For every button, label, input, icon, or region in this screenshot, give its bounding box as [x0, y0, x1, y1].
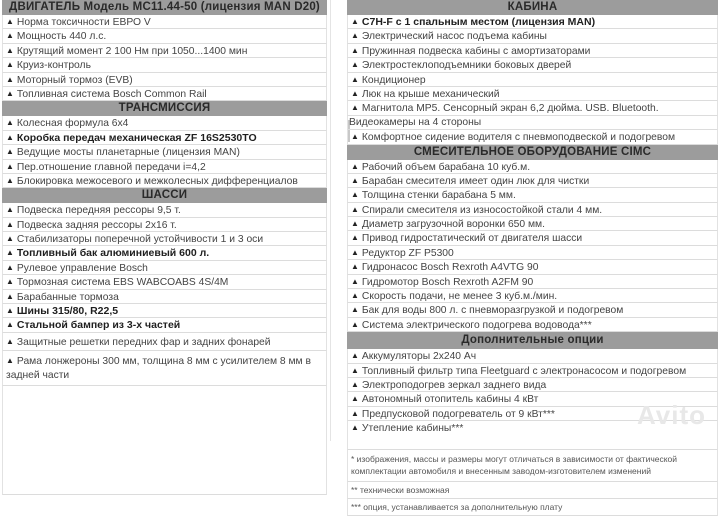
- list-item: ▲ C7H-F с 1 спальным местом (лицензия MAN): [347, 15, 718, 29]
- triangle-bullet-icon: ▲: [351, 423, 359, 433]
- list-item: ▲ Система электрического подогрева водовода***: [347, 318, 718, 332]
- triangle-bullet-icon: ▲: [6, 161, 14, 171]
- triangle-bullet-icon: ▲: [6, 336, 14, 346]
- triangle-bullet-icon: ▲: [351, 190, 359, 200]
- triangle-bullet-icon: ▲: [6, 234, 14, 244]
- triangle-bullet-icon: ▲: [6, 306, 14, 316]
- empty-area: [2, 386, 327, 495]
- triangle-bullet-icon: ▲: [351, 219, 359, 229]
- triangle-bullet-icon: ▲: [351, 247, 359, 257]
- triangle-bullet-icon: ▲: [351, 319, 359, 329]
- list-item: ▲ Топливный бак алюминиевый 600 л.: [2, 246, 327, 260]
- list-item: ▲ Защитные решетки передних фар и задних фонарей: [2, 333, 327, 351]
- triangle-bullet-icon: ▲: [6, 147, 14, 157]
- triangle-bullet-icon: ▲: [351, 408, 359, 418]
- triangle-bullet-icon: ▲: [6, 205, 14, 215]
- triangle-bullet-icon: ▲: [351, 74, 359, 84]
- list-item: ▲ Бак для воды 800 л. с пневморазгрузкой и подогревом: [347, 303, 718, 317]
- triangle-bullet-icon: ▲: [6, 17, 14, 26]
- list-item: ▲ Люк на крыше механический: [347, 87, 718, 101]
- list-item: ▲ Колесная формула 6x4: [2, 116, 327, 130]
- left-column: [2, 0, 327, 495]
- list-item: ▲ Пер.отношение главной передачи i=4,2: [2, 160, 327, 174]
- triangle-bullet-icon: ▲: [6, 74, 14, 84]
- list-item: ▲ Блокировка межосевого и межколесных дифференциалов: [2, 174, 327, 188]
- triangle-bullet-icon: ▲: [351, 45, 359, 55]
- footnote-images: * изображения, массы и размеры могут отличаться в зависимости от фактической комплектации автомобиля и внесенным заводом-изготовителем изменений: [347, 450, 718, 482]
- triangle-bullet-icon: ▲: [351, 204, 359, 214]
- list-item: ▲ Шины 315/80, R22,5: [2, 304, 327, 318]
- avito-watermark: Avito: [636, 400, 706, 430]
- triangle-bullet-icon: ▲: [351, 60, 359, 70]
- list-item: ▲ Магнитола MP5. Сенсорный экран 6,2 дюйма. USB. Bluetooth.: [347, 101, 718, 115]
- section-header-transmission: ТРАНСМИССИЯ: [2, 101, 327, 116]
- list-item: ▲ Автономный отопитель кабины 4 кВт: [347, 392, 718, 406]
- triangle-bullet-icon: ▲: [6, 320, 14, 330]
- triangle-bullet-icon: ▲: [6, 60, 14, 70]
- section-header-options: Дополнительные опции: [347, 332, 718, 349]
- list-item: ▲ Мощность 440 л.с.: [2, 29, 327, 43]
- triangle-bullet-icon: ▲: [6, 248, 14, 258]
- list-item: ▲ Электростеклоподъемники боковых дверей: [347, 58, 718, 72]
- list-item: ▲ Скорость подачи, не менее 3 куб.м./мин.: [347, 289, 718, 303]
- triangle-bullet-icon: ▲: [351, 233, 359, 243]
- list-item: ▲ Подвеска передняя рессоры 9,5 т.: [2, 203, 327, 217]
- triangle-bullet-icon: ▲: [6, 355, 14, 365]
- list-item: ▲ Тормозная система EBS WABCOABS 4S/4M: [2, 275, 327, 289]
- list-item: ▲ Утепление кабины***: [347, 421, 718, 434]
- list-item: ▲ Рама лонжероны 300 мм, толщина 8 мм с усилителем 8 мм в задней части: [2, 351, 327, 386]
- triangle-bullet-icon: ▲: [351, 31, 359, 41]
- section-header-cabin: КАБИНА: [347, 0, 718, 15]
- list-item: ▲ Моторный тормоз (EVB): [2, 73, 327, 87]
- list-item: ▲ Коробка передач механическая ZF 16S2530TO: [2, 131, 327, 145]
- list-item: ▲ Стальной бампер из 3-х частей: [2, 318, 327, 332]
- list-item: ▲ Крутящий момент 2 100 Нм при 1050...1400 мин: [2, 44, 327, 58]
- triangle-bullet-icon: ▲: [6, 219, 14, 229]
- right-column: [347, 0, 718, 516]
- list-item: ▲ Спирали смесителя из износостойкой стали 4 мм.: [347, 203, 718, 217]
- list-item: ▲ Электроподогрев зеркал заднего вида: [347, 378, 718, 392]
- list-item: Видеокамеры на 4 стороны: [347, 116, 718, 130]
- list-item: ▲ Гидромотор Bosch Rexroth A2FM 90: [347, 275, 718, 289]
- list-item: ▲ Подвеска задняя рессоры 2x16 т.: [2, 218, 327, 232]
- footnote-option: *** опция, устанавливается за дополнительную плату: [347, 499, 718, 516]
- list-item: ▲ Топливный фильтр типа Fleetguard с электронасосом и подогревом: [347, 364, 718, 378]
- triangle-bullet-icon: ▲: [351, 262, 359, 272]
- list-item: ▲ Рабочий объем барабана 10 куб.м.: [347, 160, 718, 174]
- list-item: ▲ Ведущие мосты планетарные (лицензия MAN): [2, 145, 327, 159]
- list-item: ▲ Привод гидростатический от двигателя шасси: [347, 231, 718, 245]
- triangle-bullet-icon: ▲: [351, 175, 359, 185]
- list-item: ▲ Предпусковой подогреватель от 9 кВт***: [347, 407, 718, 421]
- triangle-bullet-icon: ▲: [351, 351, 359, 361]
- triangle-bullet-icon: ▲: [6, 262, 14, 272]
- list-item: ▲ Норма токсичности ЕВРО V: [2, 15, 327, 29]
- list-item: ▲ Аккумуляторы 2x240 Ач: [347, 349, 718, 363]
- list-item: ▲ Толщина стенки барабана 5 мм.: [347, 188, 718, 202]
- triangle-bullet-icon: ▲: [6, 88, 14, 98]
- list-item: ▲ Редуктор ZF P5300: [347, 246, 718, 260]
- list-item: ▲ Комфортное сидение водителя с пневмоподвеской и подогревом: [347, 130, 718, 144]
- section-header-engine: ДВИГАТЕЛЬ Модель MC11.44-50 (лицензия MAN D20): [2, 0, 327, 15]
- section-header-mixer: СМЕСИТЕЛЬНОЕ ОБОРУДОВАНИЕ CIMC: [347, 145, 718, 160]
- list-item: ▲ Рулевое управление Bosch: [2, 261, 327, 275]
- triangle-bullet-icon: ▲: [351, 276, 359, 286]
- list-item: ▲ Пружинная подвеска кабины с амортизаторами: [347, 44, 718, 58]
- triangle-bullet-icon: ▲: [351, 365, 359, 375]
- triangle-bullet-icon: ▲: [6, 45, 14, 55]
- triangle-bullet-icon: ▲: [351, 132, 359, 142]
- list-item: ▲ Диаметр загрузочной воронки 650 мм.: [347, 217, 718, 231]
- column-divider: [330, 0, 331, 441]
- list-item: ▲ Стабилизаторы поперечной устойчивости 1 и 3 оси: [2, 232, 327, 246]
- triangle-bullet-icon: ▲: [351, 379, 359, 389]
- list-item: ▲ Барабанные тормоза: [2, 290, 327, 304]
- triangle-bullet-icon: ▲: [351, 103, 359, 113]
- triangle-bullet-icon: ▲: [351, 291, 359, 301]
- list-item: ▲ Топливная система Bosch Common Rail: [2, 87, 327, 101]
- triangle-bullet-icon: ▲: [351, 17, 359, 26]
- triangle-bullet-icon: ▲: [351, 161, 359, 171]
- list-item: ▲ Гидронасос Bosch Rexroth A4VTG 90: [347, 260, 718, 274]
- triangle-bullet-icon: ▲: [351, 88, 359, 98]
- triangle-bullet-icon: ▲: [6, 132, 14, 142]
- list-item: ▲ Барабан смесителя имеет один люк для чистки: [347, 174, 718, 188]
- list-item: ▲ Кондиционер: [347, 73, 718, 87]
- triangle-bullet-icon: ▲: [6, 118, 14, 128]
- triangle-bullet-icon: ▲: [6, 31, 14, 41]
- triangle-bullet-icon: ▲: [6, 175, 14, 185]
- triangle-bullet-icon: ▲: [6, 291, 14, 301]
- list-item: ▲ Круиз-контроль: [2, 58, 327, 72]
- list-item: ▲ Электрический насос подъема кабины: [347, 29, 718, 43]
- triangle-bullet-icon: ▲: [6, 277, 14, 287]
- triangle-bullet-icon: ▲: [351, 305, 359, 315]
- footnote-technical: ** технически возможная: [347, 482, 718, 499]
- empty-area: [347, 435, 718, 450]
- triangle-bullet-icon: ▲: [351, 394, 359, 404]
- section-header-chassis: ШАССИ: [2, 188, 327, 203]
